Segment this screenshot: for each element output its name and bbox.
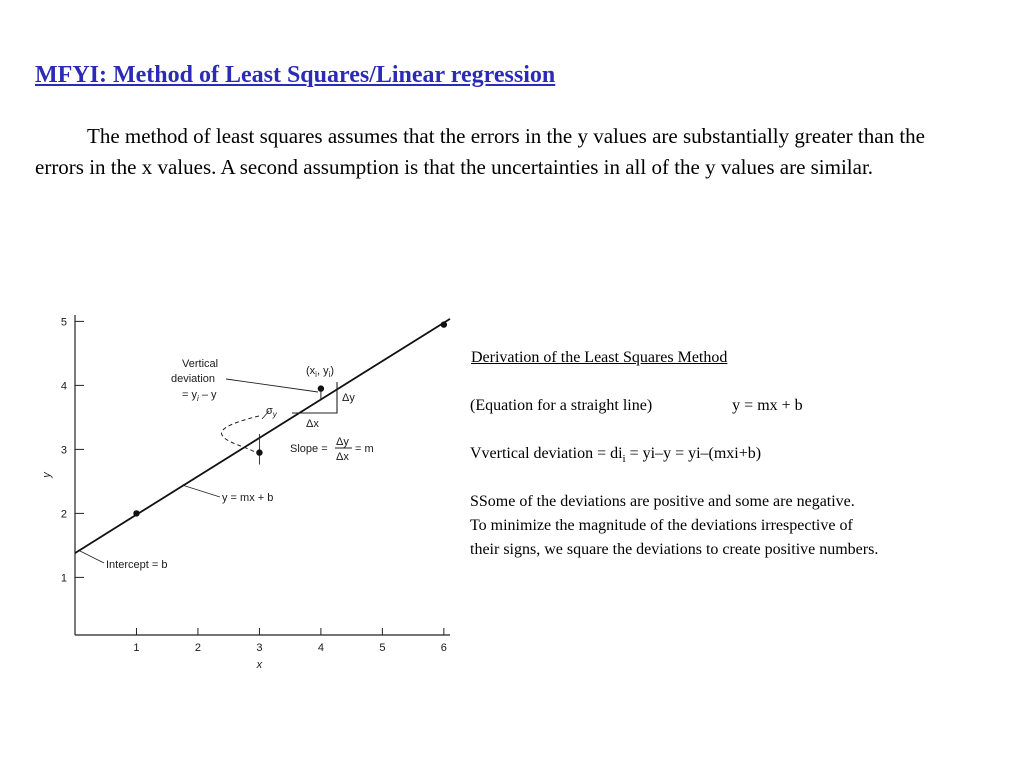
point-label-sub-1: i [315, 370, 317, 379]
point-label-mid: , y [316, 365, 329, 377]
x-tick-label: 4 [317, 642, 324, 654]
vertical-deviation-label-3 [182, 389, 217, 403]
slope-numerator: Δy [336, 436, 349, 448]
point-label-close: ) [330, 365, 335, 377]
y-axis-label: y [41, 472, 53, 478]
x-tick-label: 2 [194, 642, 202, 654]
intercept-label: Intercept = b [106, 559, 168, 571]
gaussian-curve [221, 416, 259, 454]
vertical-deviation-row [470, 445, 761, 465]
point-label-sub-2: i [328, 370, 331, 379]
line-equation-formula: y = mx + b [732, 397, 803, 414]
data-point [318, 385, 324, 391]
x-tick-label: 5 [379, 642, 386, 654]
data-point [133, 510, 139, 516]
y-tick-label: 3 [60, 444, 67, 457]
point-label [306, 365, 334, 379]
y-tick-label: 2 [60, 508, 67, 521]
y-tick-label: 4 [60, 380, 67, 393]
fit-line-group [75, 319, 450, 553]
vertical-deviation-formula-start: Vvertical deviation = di [470, 445, 623, 462]
slide-title: MFYI: Method of Least Squares/Linear regression [35, 62, 556, 88]
derivation-note-3: their signs, we square the deviations to create positive numbers. [470, 541, 879, 558]
vertical-deviation-formula-sub: i [622, 453, 626, 466]
intercept-leader [78, 550, 104, 563]
x-tick-label: 1 [133, 642, 140, 654]
line-equation-row [470, 397, 803, 415]
vertical-deviation-label-1: Vertical [182, 358, 219, 370]
vertical-deviation-label-2: deviation [171, 373, 216, 385]
derivation-heading: Derivation of the Least Squares Method [471, 349, 728, 366]
x-tick-label: 6 [440, 642, 447, 654]
derivation-note-1: SSome of the deviations are positive and some are negative. [470, 493, 855, 510]
intro-paragraph: The method of least squares assumes that the errors in the y values are substantially greater than the errors in the x values. A second assumption is that the uncertainties in all of the y values are similar. [35, 124, 925, 179]
data-point [441, 321, 447, 327]
slope-label: Slope = [290, 443, 328, 455]
fit-line [75, 319, 450, 553]
vertical-deviation-eq: = y [182, 389, 197, 401]
vertical-deviation-sub: i [196, 394, 199, 403]
sigma-label [266, 405, 278, 419]
point-label-open: (x [306, 365, 316, 377]
y-tick-label: 5 [60, 316, 67, 329]
slope-triangle [292, 382, 337, 413]
slope-equals-m: = m [355, 443, 374, 455]
slope-denominator: Δx [336, 451, 349, 463]
vertical-deviation-formula-end: = yi–y = yi–(mxi+b) [625, 445, 762, 462]
y-tick-label: 1 [60, 572, 67, 585]
line-equation-label: y = mx + b [222, 492, 274, 504]
annotations [78, 358, 374, 571]
delta-x-label: Δx [306, 418, 319, 430]
sigma-symbol: σ [266, 405, 273, 417]
sigma-sub: y [272, 410, 277, 419]
vertical-deviation-leader [226, 379, 318, 392]
vertical-deviation-tail: – y [198, 389, 217, 401]
x-tick-label: 3 [256, 642, 263, 654]
data-point [256, 449, 262, 455]
line-equation-caption: (Equation for a straight line) [470, 397, 653, 414]
delta-y-label: Δy [342, 392, 355, 404]
derivation-note-2: To minimize the magnitude of the deviations irrespective of [470, 517, 853, 534]
least-squares-figure [40, 300, 460, 680]
x-axis-label: x [256, 659, 263, 671]
line-equation-leader [182, 485, 220, 497]
